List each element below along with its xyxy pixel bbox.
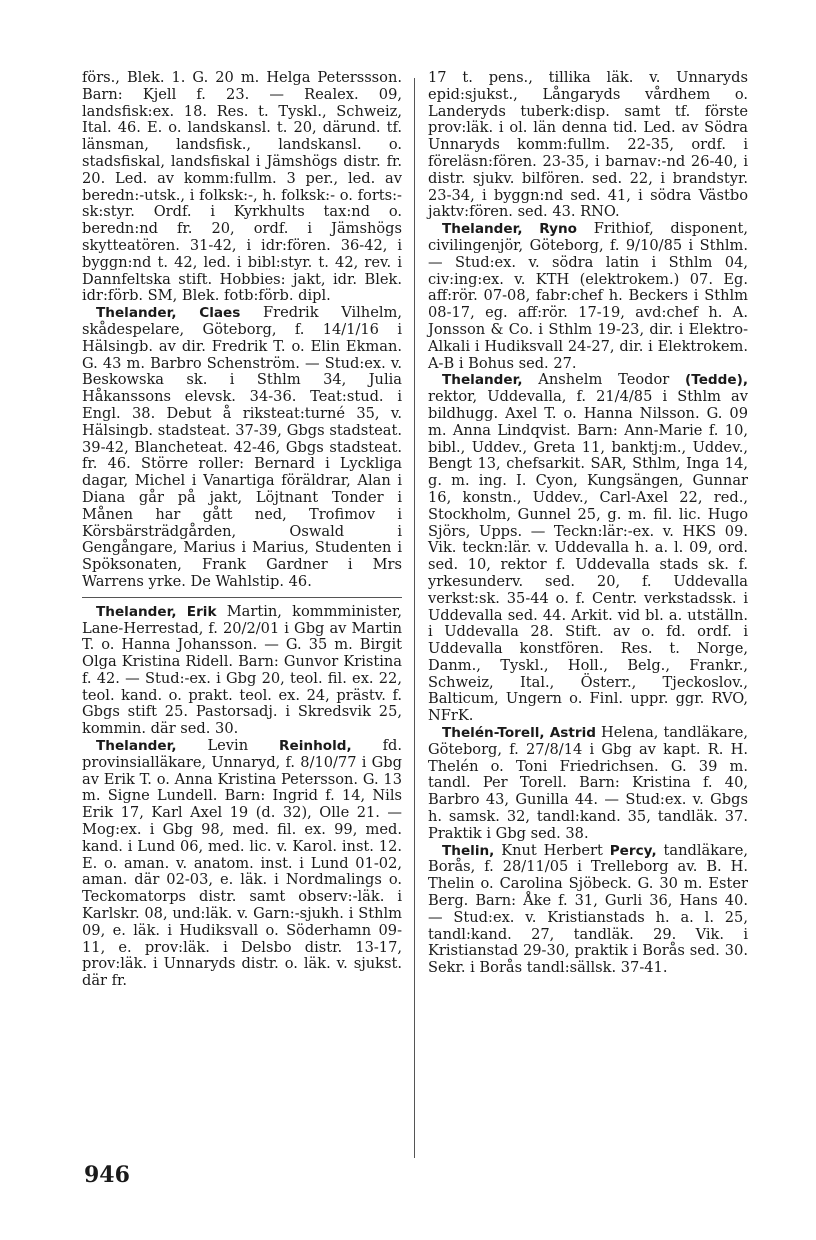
entry-bold-name: Percy, (609, 842, 657, 859)
entry-text: Fredrik Vilhelm, skådespelare, Göteborg, f. 14/1/16 i Hälsingb. av dir. Fredrik T. o. Elin Ekman. G. 43 m. Barbro Schenström. — Stud:ex. v. Beskowska sk. i Sthlm 34, Julia Håkanssons elevsk. 34-36. Teat:stud. i Engl. 38. Debut å riksteat:turné 35, v. Hälsingb. stadsteat. 37-39, Gbgs stadsteat. 39-42, Blancheteat. 42-46, Gbgs stadsteat. fr. 46. Större roller: Bernard i Lyckliga dagar, Michel i Vanartiga föräldrar, Alan i Diana går på jakt, Löjtnant Tonder i Månen har gått ned, Trofimov i Körsbärsträdgården, Oswald i Gengångare, Marius i Marius, Studenten i Spöksonaten, Frank Gardner i Mrs Warrens yrke. De Wahlstip. 46. (82, 304, 402, 590)
entry-bold-name: Reinhold, (279, 738, 352, 755)
entry-continuation (82, 70, 402, 305)
entry-percy (428, 843, 748, 977)
entry-text: 17 t. pens., tillika läk. v. Unnaryds epid:sjukst., Långaryds vårdhem o. Landeryds tuberk:disp. samt tf. förste prov:läk. i ol. län denna tid. Led. av Södra Unnaryds komm:fullm. 22-35, ordf. i föreläsn:fören. 23-35, i barnav:-nd 26-40, i distr. sjukv. bilfören. sed. 22, i brandstyr. 23-34, i byggn:nd sed. 41, i södra Västbo jaktv:fören. sed. 43. RNO. (428, 69, 748, 221)
entry-name: Thelander, (96, 738, 177, 755)
entry-text: Levin (176, 737, 280, 755)
column-divider (414, 78, 415, 1158)
entry-text: Martin, kommminister, Lane-Herrestad, f. 20/2/01 i Gbg av Martin T. o. Hanna Johansson. — G. 35 m. Birgit Olga Kristina Ridell. Barn: Gunvor Kristina f. 42. — Stud:-ex. i Gbg 20, teol. fil. ex. 22, teol. kand. o. prakt. teol. ex. 24, prästv. f. Gbgs stift 25. Pastorsadj. i Skredsvik 25, kommin. där sed. 30. (82, 602, 402, 738)
entry-text: Helena, tandläkare, Göteborg, f. 27/8/14 i Gbg av kapt. R. H. Thelén o. Toni Friedrichsen. G. 39 m. tandl. Per Torell. Barn: Kristina f. 40, Barbro 43, Gunilla 44. — Stud:ex. v. Gbgs h. samsk. 32, tandl:kand. 35, tandläk. 37. Praktik i Gbg sed. 38. (428, 724, 748, 842)
entry-name: Thelander, Ryno (442, 221, 578, 238)
entry-ryno (428, 221, 748, 372)
entry-text: fd. provinsialläkare, Unnaryd, f. 8/10/77 i Gbg av Erik T. o. Anna Kristina Petersson. G. 13 m. Signe Lundell. Barn: Ingrid f. 14, Nils Erik 17, Karl Axel 19 (d. 32), Olle 21. — Mog:ex. i Gbg 98, med. fil. ex. 99, med. kand. i Lund 06, med. lic. v. Karol. inst. 12. E. o. aman. v. anatom. inst. i Lund 01-02, aman. där 02-03, e. läk. i Nordmalings o. Teckomatorps distr. samt observ:-läk. i Karlskr. 08, und:läk. v. Garn:-sjukh. i Sthlm 09, e. läk. i Hudiksvall o. Söderhamn 09-11, e. prov:läk. i Delsbo distr. 13-17, prov:läk. i Unnaryds distr. o. läk. v. sjukst. där fr. (82, 737, 402, 990)
entry-erik (82, 604, 402, 738)
entry-claes (82, 305, 402, 591)
entry-separator (82, 597, 402, 598)
entry-name: Thelén-Torell, Astrid (442, 725, 596, 742)
entry-text: Knut Herbert (494, 841, 610, 859)
entry-text: förs., Blek. 1. G. 20 m. Helga Peterssson. Barn: Kjell f. 23. — Realex. 09, landsfisk:ex. 18. Res. t. Tyskl., Schweiz, Ital. 46. E. o. landskansl. t. 20, därund. tf. länsman, landsfisk., landskansl. o. stadsfiskal, landsfiskal i Jämshögs distr. fr. 20. Led. av komm:fullm. 3 per., led. av beredn:-utsk., i folksk:-, h. folksk:- o. forts:-sk:styr. Ordf. i Kyrkhults tax:nd o. beredn:nd fr. 20, ordf. i Jämshögs skytteatören. 31-42, i idr:fören. 36-42, i byggn:nd t. 42, led. i bibl:styr. t. 42, rev. i Dannfeltska stift. Hobbies: jakt, idr. Blek. idr:förb. SM, Blek. fotb:förb. dipl. (82, 69, 402, 305)
entry-levin (82, 738, 402, 990)
entry-name: Thelander, Claes (96, 305, 241, 322)
entry-anshelm (428, 372, 748, 725)
entry-name: Thelander, Erik (96, 603, 217, 620)
entry-bold-name: (Tedde), (685, 372, 748, 389)
entry-astrid (428, 725, 748, 843)
entry-continuation (428, 70, 748, 221)
entry-text: Frithiof, disponent, civilingenjör, Göteborg, f. 9/10/85 i Sthlm. — Stud:ex. v. södra latin i Sthlm 04, civ:ing:ex. v. KTH (elektrokem.) 07. Eg. aff:rör. 07-08, fabr:chef h. Beckers i Sthlm 08-17, eg. aff:rör. 17-19, avd:chef h. A. Jonsson & Co. i Sthlm 19-23, dir. i Elektro-Alkali i Hudiksvall 24-27, dir. i Elektrokem. A-B i Bohus sed. 27. (428, 220, 748, 372)
left-column (82, 70, 402, 990)
page-number: 946 (84, 1162, 130, 1188)
right-column (428, 70, 748, 977)
entry-name: Thelin, (442, 842, 495, 859)
entry-text: Anshelm Teodor (522, 371, 686, 389)
entry-text: rektor, Uddevalla, f. 21/4/85 i Sthlm av bildhugg. Axel T. o. Hanna Nilsson. G. 09 m. Anna Lindqvist. Barn: Ann-Marie f. 10, bibl., Uddev., Greta 11, banktj:m., Uddev., Bengt 13, chefsarkit. SAR, Sthlm, Inga 14, g. m. ing. I. Cyon, Kungsängen, Gunnar 16, konstn., Uddev., Carl-Axel 22, red., Stockholm, Gunnel 25, g. m. fil. lic. Hugo Sjörs, Upps. — Teckn:lär:-ex. v. HKS 09. Vik. teckn:lär. v. Uddevalla h. a. l. 09, ord. sed. 10, rektor f. Uddevalla stads sk. f. yrkesunderv. sed. 20, f. Uddevalla verkst:sk. 35-44 o. f. Centr. verkstadssk. i Uddevalla sed. 44. Arkit. vid bl. a. utställn. i Uddevalla 28. Stift. av o. fd. ordf. i Uddevalla konstfören. Res. t. Norge, Danm., Tyskl., Holl., Belg., Frankr., Schweiz, Ital., Österr., Tjeckoslov., Balticum, Ungern o. Finl. uppr. ggr. RVO, NFrK. (428, 388, 748, 725)
entry-name: Thelander, (442, 372, 523, 389)
entry-text: tandläkare, Borås, f. 28/11/05 i Trelleborg av. B. H. Thelin o. Carolina Sjöbeck. G. 30 m. Ester Berg. Barn: Åke f. 31, Gurli 36, Hans 40. — Stud:ex. v. Kristianstads h. a. l. 25, tandl:kand. 27, tandläk. 29. Vik. i Kristianstad 29-30, praktik i Borås sed. 30. Sekr. i Borås tandl:sällsk. 37-41. (428, 841, 748, 977)
